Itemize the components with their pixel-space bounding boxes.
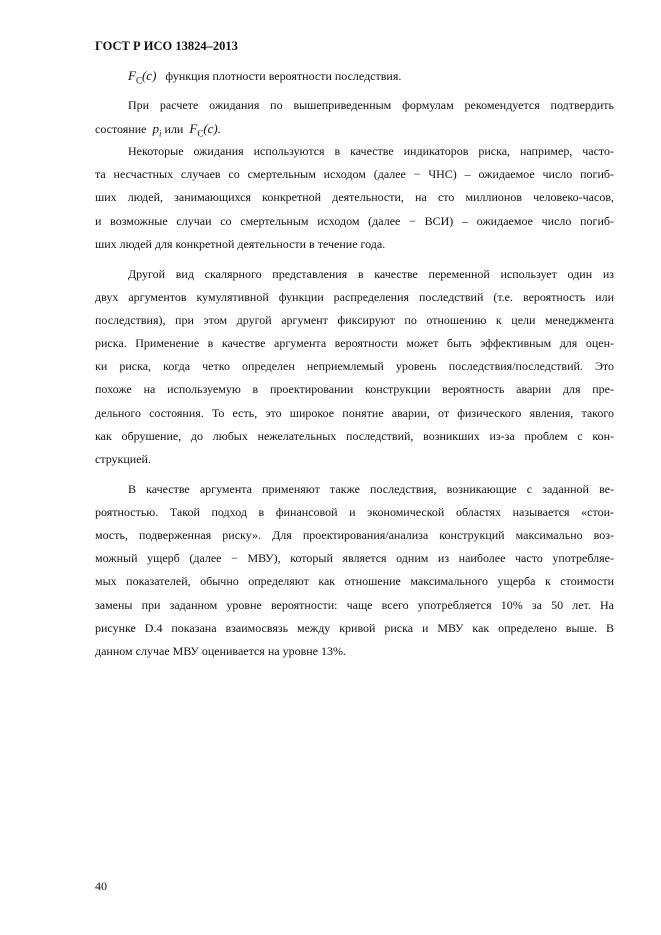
page-body: [95, 64, 614, 663]
text-line: данном случае МВУ оценивается на уровне 13%.: [95, 644, 346, 658]
definition-paragraph: [95, 64, 614, 87]
definition-text: функция плотности вероятности последствия.: [165, 69, 402, 83]
symbol-arg: (c): [141, 68, 157, 83]
f-sub: C: [197, 128, 204, 139]
p-sub: i: [159, 128, 162, 139]
text-line: ших людей, занимающихся конкретной деятельности, на сто миллионов человеко-часов,: [95, 190, 614, 205]
text-line: мость, подверженная риску». Для проектирования/анализа конструкций максимально воз-: [95, 528, 614, 543]
symbol-f: F: [128, 68, 136, 83]
text-line: [95, 117, 614, 140]
text-line: струкцией.: [95, 452, 151, 466]
p-symbol: p: [152, 120, 159, 136]
paragraph-confirm: [95, 94, 614, 140]
text-span: или: [164, 121, 184, 136]
text-line: как обрушение, до любых нежелательных последствий, возникших из-за проблем с кон-: [95, 428, 614, 443]
paragraph: [95, 263, 614, 472]
text-line: Другой вид скалярного представления в качестве переменной использует один из: [128, 266, 614, 281]
document-header: ГОСТ Р ИСО 13824–2013: [95, 39, 238, 53]
text-line: мых показателей, обычно определяют как отношение максимального ущерба к стоимости: [95, 574, 614, 589]
text-line: двух аргументов кумулятивной функции распределения последствий (т.е. вероятность или: [95, 289, 614, 304]
text-line: роятностью. Такой подход в финансовой и экономической областях называется «стои-: [95, 504, 614, 519]
text-line: последствия), при этом другой аргумент фиксируют по отношению к цели менеджмента: [95, 312, 614, 327]
text-line: та несчастных случаев со смертельным исходом (далее − ЧНС) – ожидаемое число погиб-: [95, 167, 614, 182]
text-line: дельного состояния. То есть, это широкое понятие аварии, от физического явления, такого: [95, 405, 614, 420]
text-line: Некоторые ожидания используются в качестве индикаторов риска, например, часто-: [128, 144, 614, 159]
symbol-sub: C: [135, 75, 142, 86]
text-line: замены при заданном уровне вероятности: чаще всего употребляется 10% за 50 лет. На: [95, 597, 614, 612]
text-line: рисунке D.4 показана взаимосвязь между кривой риска и МВУ как определено выше. В: [95, 620, 614, 635]
text-line: можный ущерб (далее − МВУ), который является одним из наиболее часто употребляе-: [95, 551, 614, 566]
f-symbol: F: [189, 120, 198, 136]
paragraph: [95, 478, 614, 664]
paragraph: [95, 140, 614, 256]
text-line: ших людей для конкретной деятельности в течение года.: [95, 236, 386, 251]
math-f: [189, 120, 222, 139]
text-line: В качестве аргумента применяют также последствия, возникающие с заданной ве-: [128, 481, 614, 496]
text-line: похоже на используемую в проектировании конструкции вероятность аварии для пре-: [95, 382, 614, 397]
math-symbol: [128, 68, 157, 86]
text-line: ки риска, когда четко определен неприемлемый уровень последствия/последствий. Это: [95, 359, 614, 374]
math-p: [152, 120, 162, 139]
text-span: состояние: [95, 121, 147, 136]
text-line: и возможные случаи со смертельным исходом (далее − ВСИ) – ожидаемое число погиб-: [95, 213, 614, 228]
f-arg: (c).: [203, 120, 222, 136]
page-number: 40: [95, 879, 107, 893]
text-line: риска. Применение в качестве аргумента вероятности может быть эффективным для оцен-: [95, 336, 614, 351]
text-line: При расчете ожидания по вышеприведенным формулам рекомендуется подтвердить: [128, 97, 614, 112]
